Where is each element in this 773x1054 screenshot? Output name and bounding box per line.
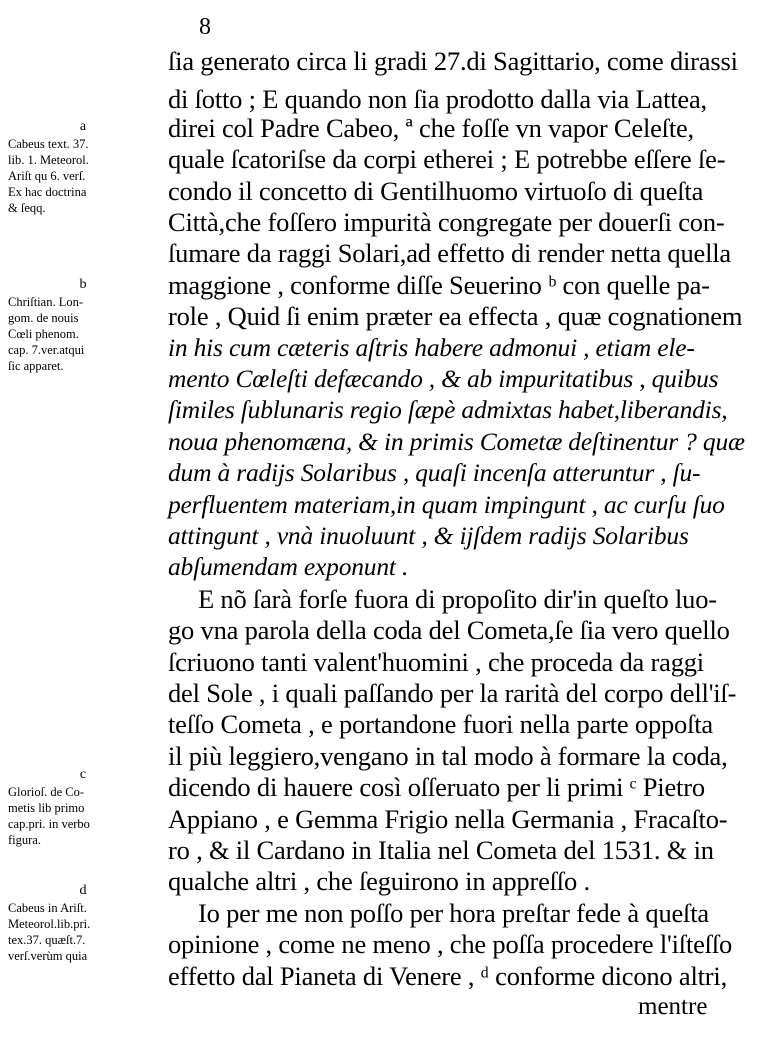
text-line: ſia generato circa li gradi 27.di Sagittario, come dirassi [168, 46, 738, 76]
catchword: mentre [638, 993, 708, 1020]
quote-line: mento Cœleſti defæcando , & ab impuritatibus , quibus [168, 364, 719, 393]
note-line: metis lib primo [8, 801, 85, 815]
note-marker: b [79, 277, 87, 292]
note-line: Cabeus in Ariſt. [8, 901, 87, 915]
page-number: 8 [199, 14, 211, 40]
quote-line: attingunt , vnà inuoluunt , & ijſdem radijs Solaribus [168, 521, 689, 550]
note-line: Ex hac doctrina [8, 185, 87, 199]
note-line: figura. [8, 833, 41, 847]
text-line: go vna parola della coda del Cometa,ſe ſia vero quello [168, 615, 730, 645]
note-line: Cabeus text. 37. [8, 137, 89, 151]
note-line: Ariſt qu 6. verſ. [8, 169, 86, 183]
quote-line: ſimiles ſublunaris regio ſæpè admixtas habet,liberandis, [168, 395, 728, 424]
text-line: ro , & il Cardano in Italia nel Cometa del 1531. & in [168, 835, 714, 865]
note-line: verſ.verùm quia [8, 949, 88, 963]
quote-line: noua phenomæna, & in primis Cometæ deſtinentur ? quæ [168, 427, 745, 456]
note-marker: c [79, 767, 87, 782]
text-line: del Sole , i quali paſſando per la rarità del corpo dell'iſ- [168, 678, 737, 708]
note-line: Glorioſ. de Co- [8, 785, 85, 799]
text-line: E nõ ſarà forſe fuora di propoſito dir'in queſto luo- [198, 584, 717, 614]
note-line: & ſeqq. [8, 201, 46, 215]
note-line: gom. de nouis [8, 311, 79, 325]
text-line: il più leggiero,vengano in tal modo à formare la coda, [168, 741, 728, 771]
text-line: Appiano , e Gemma Frigio nella Germania , Fracaſto- [168, 804, 728, 834]
text-line: ſumare da raggi Solari,ad effetto di render netta quella [168, 238, 731, 268]
quote-line: dum à radijs Solaribus , quaſi incenſa atteruntur , ſu- [168, 458, 701, 487]
note-line: Cœli phenom. [8, 327, 79, 341]
quote-line: in his cum cæteris aſtris habere admonui , etiam ele- [168, 333, 695, 362]
note-marker: d [79, 883, 87, 898]
text-line: qualche altri , che ſeguirono in appreſſo . [168, 866, 590, 896]
marginal-note-b [8, 276, 158, 374]
text-line: maggione , conforme diſſe Seuerino ᵇ con quelle pa- [168, 270, 710, 300]
text-line: opinione , come ne meno , che poſſa procedere l'iſteſſo [168, 929, 733, 959]
text-line: Città,che foſſero impurità congregate per douerſi con- [168, 207, 725, 237]
marginal-note-a [8, 118, 158, 216]
text-line: direi col Padre Cabeo, ª che foſſe vn vapor Celeſte, [168, 113, 694, 143]
text-line: effetto dal Pianeta di Venere , ᵈ conforme dicono altri, [168, 961, 727, 991]
quote-line: abſumendam exponunt . [168, 552, 409, 581]
text-line: condo il concetto di Gentilhuomo virtuoſo di queſta [168, 176, 704, 206]
note-line: ſic apparet. [8, 359, 64, 373]
text-line: di ſotto ; E quando non ſia prodotto dalla via Lattea, [168, 84, 707, 114]
note-line: Meteorol.lib.pri. [8, 917, 91, 931]
note-line: cap. 7.ver.atqui [8, 343, 85, 357]
text-line: role , Quid ſi enim præter ea effecta , quæ cognationem [168, 301, 743, 331]
note-line: cap.pri. in verbo [8, 817, 90, 831]
quote-line: perfluentem materiam,in quam impingunt , ac curſu ſuo [168, 490, 725, 519]
text-line: Io per me non poſſo per hora preſtar fede à queſta [198, 898, 709, 928]
note-line: tex.37. quæſt.7. [8, 933, 86, 947]
text-line: dicendo di hauere così oſſeruato per li primi ᶜ Pietro [168, 772, 705, 802]
note-line: Chriſtian. Lon- [8, 295, 83, 309]
text-line: teſſo Cometa , e portandone fuori nella parte oppoſta [168, 709, 713, 739]
marginal-note-c [8, 766, 158, 848]
note-marker: a [79, 119, 87, 134]
text-line: ſcriuono tanti valent'huomini , che proceda da raggi [168, 647, 704, 677]
note-line: lib. 1. Meteorol. [8, 153, 89, 167]
marginal-note-d [8, 882, 158, 964]
text-line: quale ſcatoriſse da corpi etherei ; E potrebbe eſſere ſe- [168, 144, 726, 174]
